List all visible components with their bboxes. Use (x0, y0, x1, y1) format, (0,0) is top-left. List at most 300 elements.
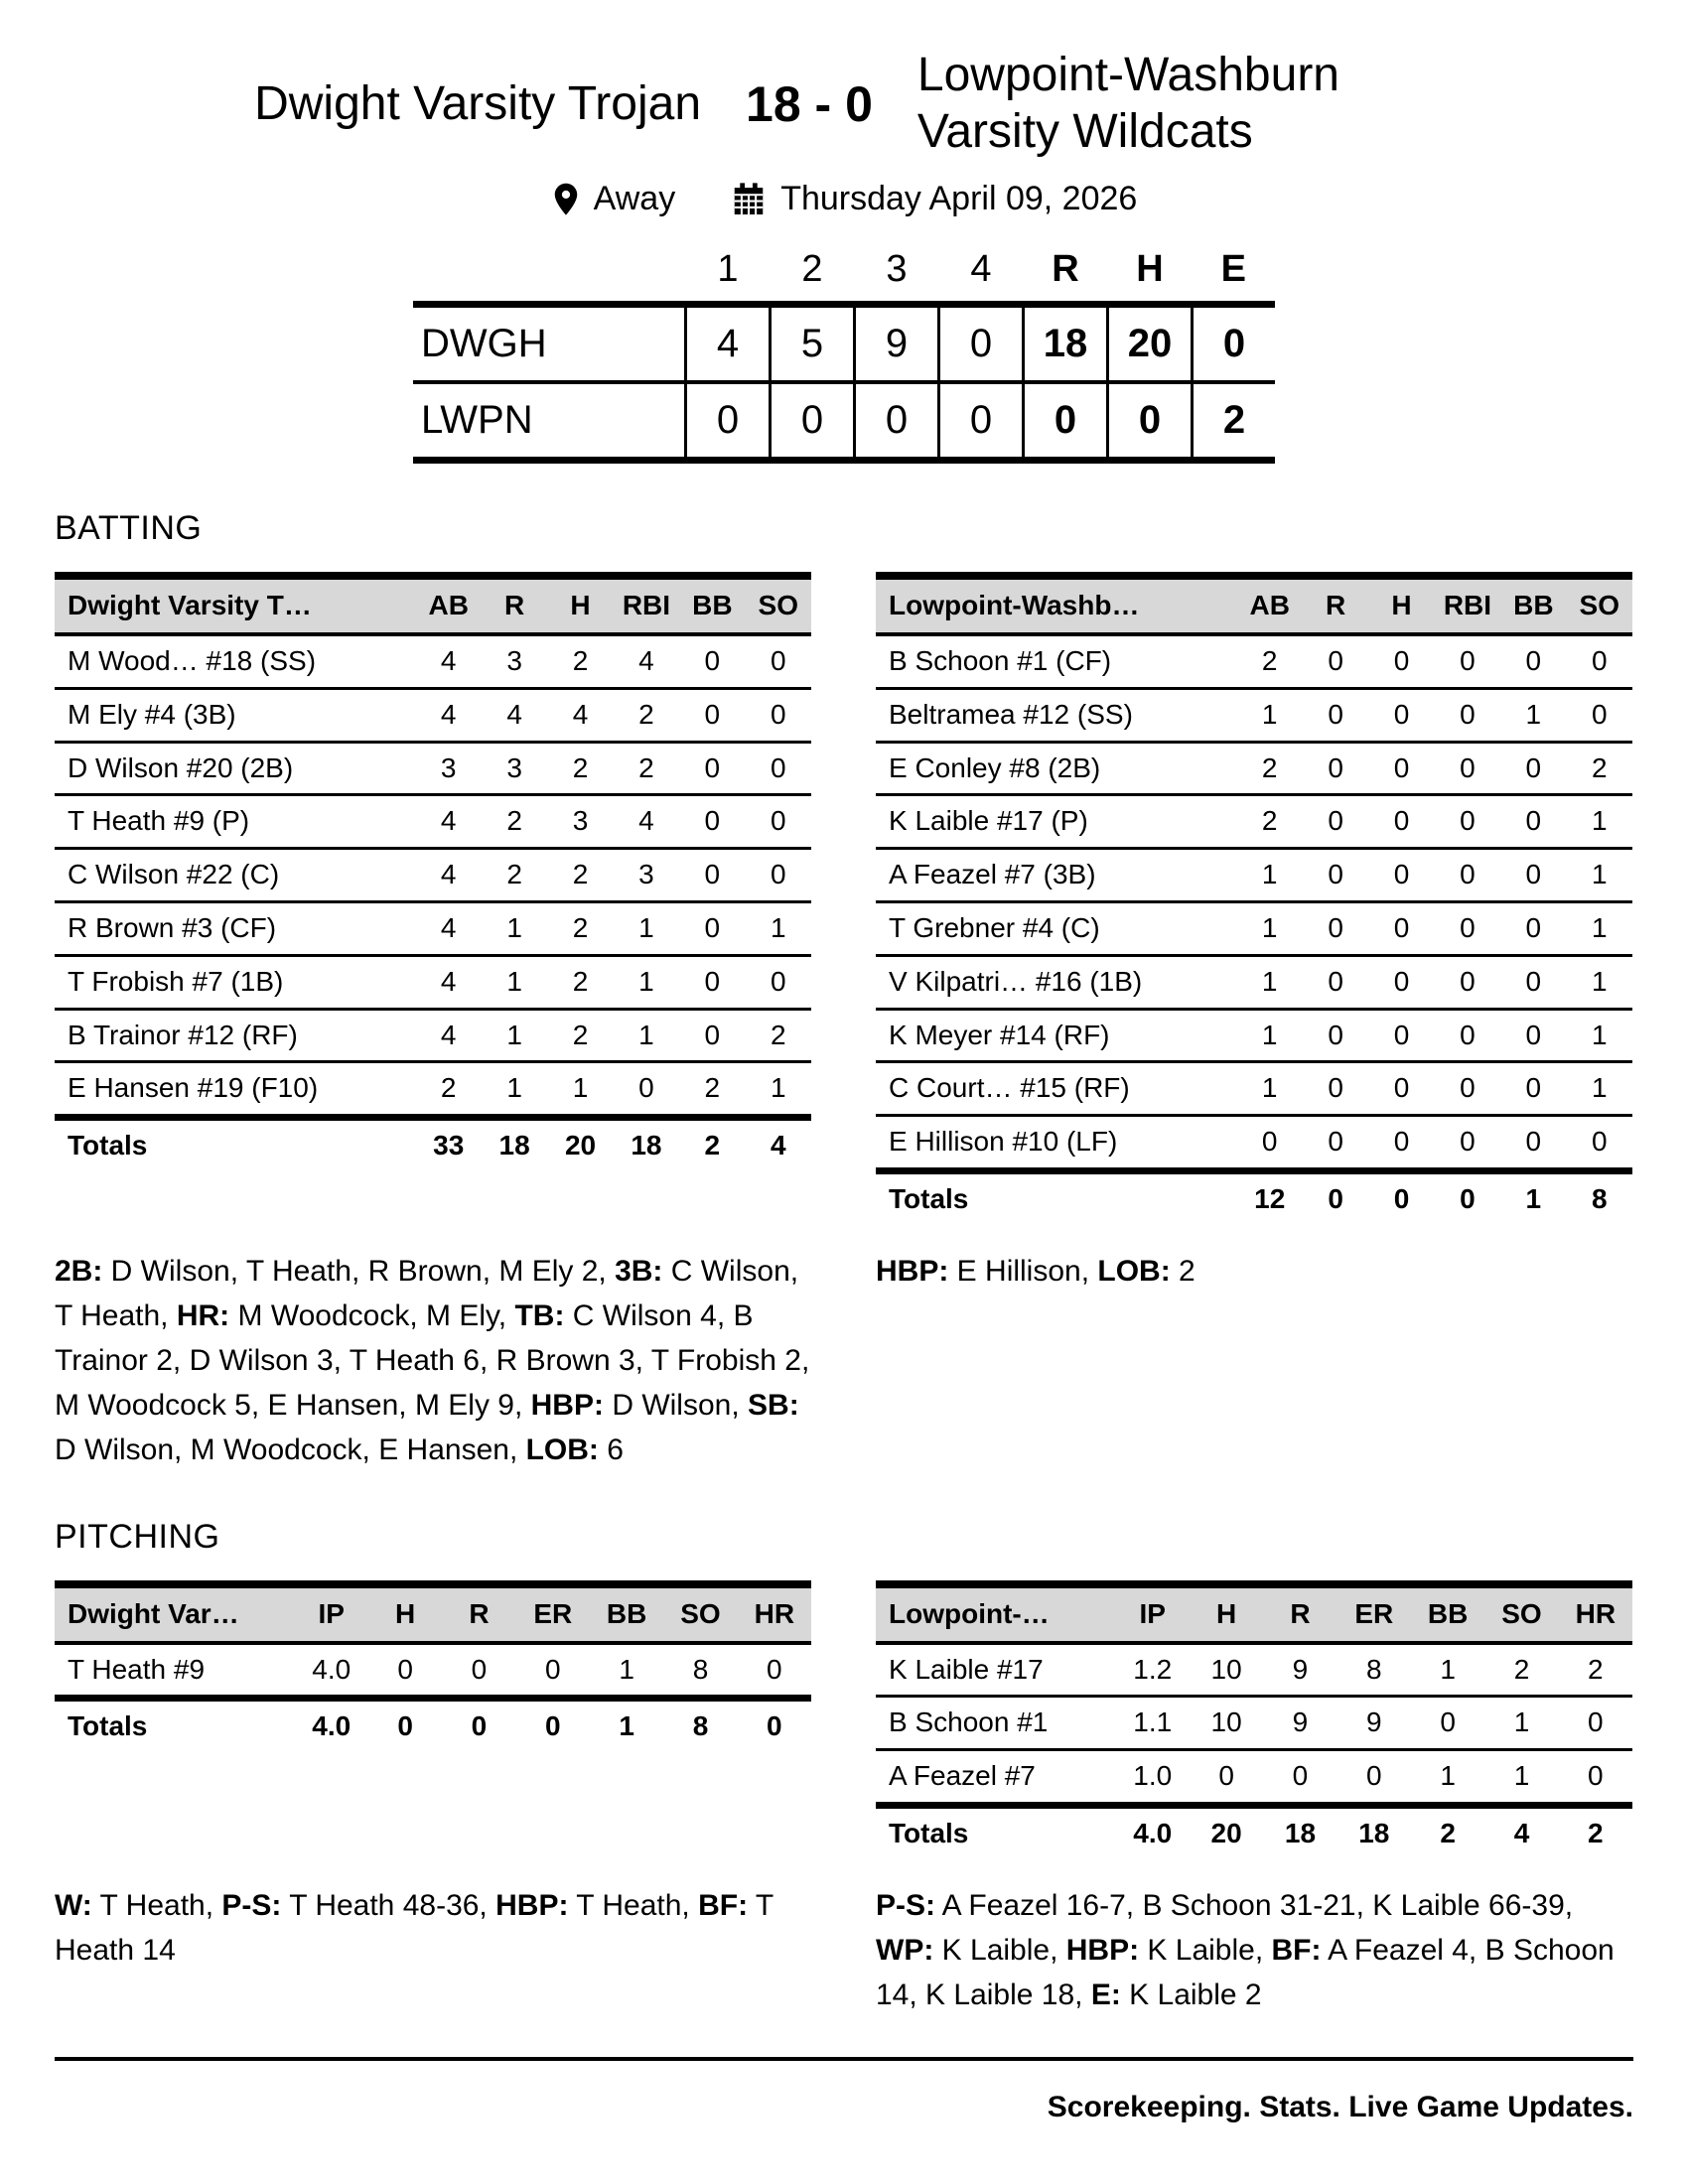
stat-cell: 0 (1303, 742, 1368, 795)
stat-column-header: BB (1411, 1584, 1484, 1643)
stat-cell: 0 (1368, 1062, 1434, 1116)
player-name-cell: C Wilson #22 (C) (55, 849, 416, 902)
stat-cell: 0 (1500, 634, 1566, 688)
team-column-header: Lowpoint-… (876, 1584, 1116, 1643)
inning-column-header: H (1136, 248, 1164, 291)
stat-cell: 4 (416, 634, 482, 688)
player-name-cell: D Wilson #20 (2B) (55, 742, 416, 795)
page-footer (55, 2057, 1633, 2124)
stat-cell: 0 (516, 1643, 590, 1699)
game-date: Thursday April 09, 2026 (780, 180, 1138, 218)
stat-table-header (55, 1584, 811, 1643)
stat-cell: 1.2 (1116, 1643, 1190, 1697)
stat-cell: 0 (1435, 955, 1500, 1009)
totals-stat-cell: 4.0 (295, 1699, 368, 1752)
player-row (876, 1116, 1632, 1171)
player-row (55, 902, 811, 956)
stat-column-header: BB (1500, 576, 1566, 634)
stat-cell: 0 (746, 742, 811, 795)
batting-notes-row (55, 1249, 1633, 1472)
stat-cell: 9 (1337, 1697, 1411, 1750)
stat-cell: 3 (482, 742, 547, 795)
stat-table-header (55, 576, 811, 634)
stat-column-header: R (442, 1584, 515, 1643)
player-name-cell: K Laible #17 (P) (876, 795, 1237, 849)
totals-row (55, 1118, 811, 1171)
stat-cell: 1 (1567, 902, 1632, 956)
totals-stat-cell: 4 (1484, 1806, 1558, 1859)
note-label: HBP: (1065, 1933, 1140, 1967)
player-row (876, 1750, 1632, 1806)
stat-cell: 0 (1500, 742, 1566, 795)
line-score-corner (413, 244, 686, 305)
player-name-cell: Beltramea #12 (SS) (876, 688, 1237, 742)
player-row (55, 688, 811, 742)
totals-stat-cell: 0 (1368, 1171, 1434, 1225)
stat-table-header-row (55, 576, 811, 634)
stat-cell: 10 (1190, 1643, 1263, 1697)
stat-cell: 4 (547, 688, 613, 742)
home-pitching-table (876, 1580, 1632, 1859)
player-name-cell: T Heath #9 (P) (55, 795, 416, 849)
pitching-tables-row (55, 1580, 1633, 1859)
stat-column-header: HR (738, 1584, 811, 1643)
away-team-name: Dwight Varsity Trojan (254, 77, 702, 131)
stat-cell: 1 (1567, 1062, 1632, 1116)
player-name-cell: R Brown #3 (CF) (55, 902, 416, 956)
totals-stat-cell: 1 (590, 1699, 663, 1752)
line-score-cell: 0 (1193, 305, 1276, 383)
stat-cell: 3 (416, 742, 482, 795)
player-name-cell: T Heath #9 (55, 1643, 295, 1699)
totals-stat-cell: 2 (1559, 1806, 1632, 1859)
player-name-cell: E Hillison #10 (LF) (876, 1116, 1237, 1171)
stat-cell: 1 (1500, 688, 1566, 742)
stat-cell: 9 (1263, 1697, 1336, 1750)
stat-table-body (876, 1643, 1632, 1859)
stat-column-header: R (1263, 1584, 1336, 1643)
note-label: HBP: (495, 1888, 569, 1922)
stat-cell: 0 (1559, 1697, 1632, 1750)
home-batting-column (876, 572, 1632, 1225)
stat-table-header-row (876, 576, 1632, 634)
line-score-header (413, 244, 1275, 305)
stat-cell: 1 (1237, 955, 1303, 1009)
stat-cell: 3 (547, 795, 613, 849)
stat-cell: 1 (614, 1009, 679, 1062)
player-name-cell: A Feazel #7 (876, 1750, 1116, 1806)
stat-cell: 0 (746, 634, 811, 688)
stat-cell: 0 (1303, 1062, 1368, 1116)
player-name-cell: C Court… #15 (RF) (876, 1062, 1237, 1116)
player-name-cell: M Wood… #18 (SS) (55, 634, 416, 688)
player-row (876, 1062, 1632, 1116)
stat-column-header: AB (1237, 576, 1303, 634)
stat-cell: 1 (1567, 955, 1632, 1009)
stat-column-header: ER (1337, 1584, 1411, 1643)
note-label: HBP: (530, 1388, 604, 1422)
stat-cell: 0 (1190, 1750, 1263, 1806)
stat-cell: 3 (482, 634, 547, 688)
player-row (876, 1643, 1632, 1697)
totals-row (55, 1699, 811, 1752)
stat-cell: 1 (1567, 1009, 1632, 1062)
stat-cell: 0 (679, 688, 745, 742)
player-name-cell: K Laible #17 (876, 1643, 1116, 1697)
totals-stat-cell: 12 (1237, 1171, 1303, 1225)
player-row (876, 634, 1632, 688)
stat-cell: 2 (482, 795, 547, 849)
stat-cell: 0 (679, 1009, 745, 1062)
stat-cell: 4 (416, 902, 482, 956)
stat-cell: 0 (746, 688, 811, 742)
totals-stat-cell: 0 (738, 1699, 811, 1752)
stat-cell: 1 (1411, 1750, 1484, 1806)
line-score-row (413, 382, 1275, 461)
line-score-header-row (413, 244, 1275, 305)
inning-column-header: 1 (717, 248, 739, 291)
stat-cell: 0 (614, 1062, 679, 1118)
stat-cell: 0 (1368, 955, 1434, 1009)
totals-stat-cell: 0 (1303, 1171, 1368, 1225)
stat-cell: 2 (1237, 634, 1303, 688)
away-pitching-column (55, 1580, 811, 1752)
stat-cell: 0 (1435, 742, 1500, 795)
stat-cell: 0 (1303, 902, 1368, 956)
totals-label-cell: Totals (55, 1699, 295, 1752)
stat-cell: 0 (679, 795, 745, 849)
stat-cell: 4 (416, 849, 482, 902)
stat-column-header: BB (590, 1584, 663, 1643)
stat-cell: 0 (679, 742, 745, 795)
stat-column-header: SO (1484, 1584, 1558, 1643)
player-name-cell: B Schoon #1 (CF) (876, 634, 1237, 688)
final-score: 18 - 0 (746, 75, 873, 132)
stat-cell: 2 (614, 742, 679, 795)
player-name-cell: T Grebner #4 (C) (876, 902, 1237, 956)
stat-cell: 0 (1435, 1116, 1500, 1171)
player-name-cell: M Ely #4 (3B) (55, 688, 416, 742)
totals-stat-cell: 0 (442, 1699, 515, 1752)
stat-cell: 0 (746, 849, 811, 902)
note-label: 3B: (615, 1254, 663, 1288)
totals-stat-cell: 0 (1435, 1171, 1500, 1225)
stat-cell: 0 (1567, 634, 1632, 688)
stat-table-body (55, 634, 811, 1171)
stat-cell: 0 (1567, 688, 1632, 742)
line-score-cell: 9 (855, 305, 939, 383)
stat-cell: 0 (1368, 902, 1434, 956)
player-row (55, 1643, 811, 1699)
note-label: BF: (698, 1888, 749, 1922)
player-row (55, 1009, 811, 1062)
player-row (876, 849, 1632, 902)
stat-cell: 4 (416, 955, 482, 1009)
stat-cell: 2 (482, 849, 547, 902)
player-name-cell: E Hansen #19 (F10) (55, 1062, 416, 1118)
line-score-cell: 20 (1108, 305, 1193, 383)
stat-cell: 2 (547, 902, 613, 956)
player-row (876, 1009, 1632, 1062)
note-label: HBP: (876, 1254, 949, 1288)
stat-cell: 1.0 (1116, 1750, 1190, 1806)
stat-cell: 4 (416, 1009, 482, 1062)
stat-cell: 2 (547, 634, 613, 688)
note-label: P-S: (876, 1888, 935, 1922)
pitching-notes-row (55, 1883, 1633, 2017)
stat-cell: 0 (1368, 1116, 1434, 1171)
stat-cell: 0 (368, 1643, 442, 1699)
stat-table-body (876, 634, 1632, 1225)
line-score-cell: 2 (1193, 382, 1276, 461)
stat-cell: 0 (1368, 742, 1434, 795)
totals-row (876, 1171, 1632, 1225)
inning-column-header: 2 (801, 248, 823, 291)
stat-cell: 0 (1303, 688, 1368, 742)
stat-cell: 0 (746, 795, 811, 849)
stat-cell: 2 (1237, 742, 1303, 795)
team-column-header: Dwight Varsity T… (55, 576, 416, 634)
totals-stat-cell: 20 (1190, 1806, 1263, 1859)
note-label: E: (1090, 1978, 1121, 2011)
stat-cell: 0 (1435, 1062, 1500, 1116)
stat-cell: 0 (746, 955, 811, 1009)
player-name-cell: V Kilpatri… #16 (1B) (876, 955, 1237, 1009)
stat-cell: 8 (1337, 1643, 1411, 1697)
stat-cell: 4 (416, 688, 482, 742)
stat-cell: 0 (1303, 1116, 1368, 1171)
stat-cell: 4 (416, 795, 482, 849)
note-label: BF: (1271, 1933, 1322, 1967)
totals-stat-cell: 20 (547, 1118, 613, 1171)
game-location-item (551, 180, 676, 218)
stat-column-header: SO (1567, 576, 1632, 634)
away-pitching-table (55, 1580, 811, 1752)
player-name-cell: E Conley #8 (2B) (876, 742, 1237, 795)
stat-cell: 1 (547, 1062, 613, 1118)
team-column-header: Dwight Var… (55, 1584, 295, 1643)
stat-column-header: H (1368, 576, 1434, 634)
stat-cell: 1 (1567, 795, 1632, 849)
stat-cell: 1 (1567, 849, 1632, 902)
totals-stat-cell: 2 (1411, 1806, 1484, 1859)
stat-cell: 0 (1368, 1009, 1434, 1062)
totals-label-cell: Totals (55, 1118, 416, 1171)
player-row (55, 1062, 811, 1118)
stat-cell: 1 (1411, 1643, 1484, 1697)
line-score-cell: 0 (1024, 382, 1108, 461)
home-team-name: Lowpoint-Washburn Varsity Wildcats (916, 49, 1339, 158)
game-location: Away (593, 180, 676, 218)
note-label: WP: (876, 1933, 934, 1967)
stat-cell: 0 (679, 634, 745, 688)
stat-table-body (55, 1643, 811, 1753)
stat-cell: 1 (614, 902, 679, 956)
stat-column-header: R (1303, 576, 1368, 634)
stat-cell: 0 (1303, 634, 1368, 688)
player-row (55, 849, 811, 902)
stat-column-header: H (368, 1584, 442, 1643)
stat-cell: 3 (614, 849, 679, 902)
player-name-cell: A Feazel #7 (3B) (876, 849, 1237, 902)
team-column-header: Lowpoint-Washb… (876, 576, 1237, 634)
note-label: SB: (748, 1388, 799, 1422)
stat-cell: 0 (1435, 902, 1500, 956)
stat-cell: 1 (482, 902, 547, 956)
stat-cell: 0 (679, 902, 745, 956)
stat-cell: 2 (1567, 742, 1632, 795)
stat-column-header: SO (663, 1584, 737, 1643)
stat-column-header: H (1190, 1584, 1263, 1643)
stat-cell: 0 (679, 849, 745, 902)
stat-cell: 1 (746, 902, 811, 956)
stat-cell: 1 (746, 1062, 811, 1118)
stat-cell: 4 (614, 795, 679, 849)
stat-cell: 0 (1500, 902, 1566, 956)
line-score-cell: 0 (1108, 382, 1193, 461)
player-row (876, 795, 1632, 849)
stat-column-header: IP (295, 1584, 368, 1643)
player-row (55, 742, 811, 795)
line-score-cell: 0 (771, 382, 855, 461)
game-date-item (730, 180, 1137, 218)
stat-cell: 1 (1237, 1062, 1303, 1116)
stat-column-header: RBI (614, 576, 679, 634)
away-batting-column (55, 572, 811, 1171)
note-label: W: (55, 1888, 92, 1922)
totals-stat-cell: 8 (663, 1699, 737, 1752)
stat-cell: 1 (1237, 849, 1303, 902)
home-pitching-notes: P-S: A Feazel 16-7, B Schoon 31-21, K Laible 66-39, WP: K Laible, HBP: K Laible, BF: A Feazel 4, B Schoon 14, K Laible 18, E: K Laible 2 (876, 1888, 1615, 2011)
stat-cell: 0 (1368, 688, 1434, 742)
stat-cell: 0 (1435, 1009, 1500, 1062)
stat-cell: 0 (1303, 795, 1368, 849)
line-score-cell: 18 (1024, 305, 1108, 383)
stat-cell: 2 (679, 1062, 745, 1118)
totals-stat-cell: 18 (1337, 1806, 1411, 1859)
batting-section-title: BATTING (55, 509, 203, 548)
totals-stat-cell: 0 (368, 1699, 442, 1752)
line-score-cell: 0 (939, 382, 1024, 461)
stat-cell: 2 (614, 688, 679, 742)
player-name-cell: K Meyer #14 (RF) (876, 1009, 1237, 1062)
away-pitching-notes: W: T Heath, P-S: T Heath 48-36, HBP: T Heath, BF: T Heath 14 (55, 1888, 774, 1967)
stat-cell: 2 (1484, 1643, 1558, 1697)
line-score-row (413, 305, 1275, 383)
line-score-cell: 4 (686, 305, 771, 383)
stat-cell: 0 (1567, 1116, 1632, 1171)
stat-cell: 1 (1484, 1697, 1558, 1750)
note-label: 2B: (55, 1254, 103, 1288)
home-pitching-column (876, 1580, 1632, 1859)
note-label: P-S: (221, 1888, 282, 1922)
stat-cell: 0 (1500, 1062, 1566, 1116)
stat-column-header: BB (679, 576, 745, 634)
stat-cell: 1 (614, 955, 679, 1009)
player-row (876, 1697, 1632, 1750)
stat-cell: 0 (1435, 634, 1500, 688)
stat-cell: 1 (1237, 688, 1303, 742)
pitching-section-title: PITCHING (55, 1517, 220, 1556)
stat-column-header: R (482, 576, 547, 634)
stat-cell: 2 (547, 1009, 613, 1062)
stat-cell: 1 (590, 1643, 663, 1699)
stat-cell: 0 (1435, 795, 1500, 849)
stat-cell: 0 (1368, 795, 1434, 849)
batting-tables-row (55, 572, 1633, 1225)
line-score-cell: 5 (771, 305, 855, 383)
player-row (876, 688, 1632, 742)
stat-column-header: SO (746, 576, 811, 634)
home-batting-table (876, 572, 1632, 1225)
stat-cell: 0 (1500, 1116, 1566, 1171)
player-row (876, 742, 1632, 795)
stat-cell: 0 (1500, 795, 1566, 849)
stat-cell: 2 (1559, 1643, 1632, 1697)
stat-cell: 1 (1484, 1750, 1558, 1806)
stat-column-header: RBI (1435, 576, 1500, 634)
stat-cell: 2 (547, 742, 613, 795)
stat-cell: 4 (614, 634, 679, 688)
stat-cell: 2 (1237, 795, 1303, 849)
stat-cell: 0 (1263, 1750, 1336, 1806)
stat-cell: 9 (1263, 1643, 1336, 1697)
stat-cell: 0 (1303, 955, 1368, 1009)
stat-column-header: HR (1559, 1584, 1632, 1643)
note-label: TB: (514, 1298, 565, 1332)
stat-cell: 2 (547, 849, 613, 902)
stat-cell: 1 (1237, 1009, 1303, 1062)
stat-cell: 1 (482, 1009, 547, 1062)
totals-stat-cell: 18 (614, 1118, 679, 1171)
totals-stat-cell: 1 (1500, 1171, 1566, 1225)
stat-cell: 10 (1190, 1697, 1263, 1750)
totals-label-cell: Totals (876, 1806, 1116, 1859)
away-batting-notes: 2B: D Wilson, T Heath, R Brown, M Ely 2, 3B: C Wilson, T Heath, HR: M Woodcock, M Ely, TB: C Wilson 4, B Trainor 2, D Wilson 3, T Heath 6, R Brown 3, T Frobish 2, M Woodcock 5, E Hansen, M Ely 9, HBP: D Wilson, SB: D Wilson, M Woodcock, E Hansen, LOB: 6 (55, 1254, 810, 1466)
player-name-cell: T Frobish #7 (1B) (55, 955, 416, 1009)
totals-stat-cell: 33 (416, 1118, 482, 1171)
stat-cell: 0 (738, 1643, 811, 1699)
footer-tagline: Scorekeeping. Stats. Live Game Updates. (1047, 2091, 1633, 2123)
stat-cell: 0 (679, 955, 745, 1009)
stat-cell: 0 (1500, 1009, 1566, 1062)
totals-stat-cell: 2 (679, 1118, 745, 1171)
totals-stat-cell: 4.0 (1116, 1806, 1190, 1859)
stat-cell: 2 (746, 1009, 811, 1062)
line-score-body (413, 305, 1275, 461)
stat-cell: 1 (482, 1062, 547, 1118)
player-row (876, 902, 1632, 956)
totals-stat-cell: 4 (746, 1118, 811, 1171)
totals-row (876, 1806, 1632, 1859)
player-row (55, 634, 811, 688)
calendar-icon (730, 181, 768, 218)
stat-cell: 0 (1435, 688, 1500, 742)
player-name-cell: B Schoon #1 (876, 1697, 1116, 1750)
stat-cell: 0 (1411, 1697, 1484, 1750)
note-label: HR: (176, 1298, 230, 1332)
stat-cell: 4.0 (295, 1643, 368, 1699)
stat-table-header-row (55, 1584, 811, 1643)
stat-cell: 0 (1237, 1116, 1303, 1171)
game-header (55, 48, 1633, 160)
stat-cell: 0 (1559, 1750, 1632, 1806)
stat-cell: 0 (1500, 849, 1566, 902)
stat-cell: 0 (1303, 1009, 1368, 1062)
totals-stat-cell: 8 (1567, 1171, 1632, 1225)
home-batting-notes: HBP: E Hillison, LOB: 2 (876, 1254, 1196, 1288)
totals-label-cell: Totals (876, 1171, 1237, 1225)
